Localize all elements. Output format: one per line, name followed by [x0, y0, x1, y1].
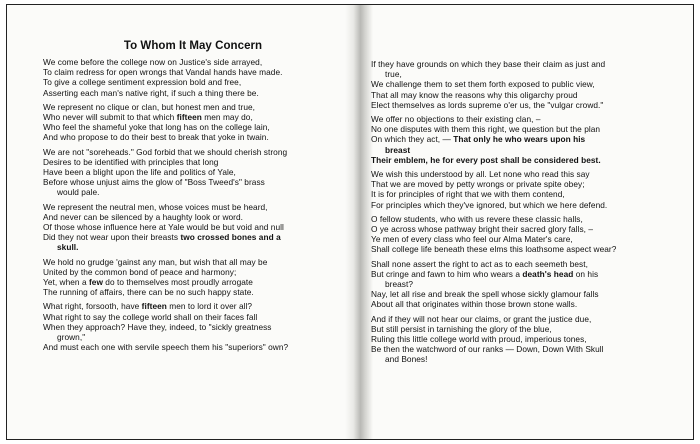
poem-line: Their emblem, he for every post shall be considered best. [371, 154, 601, 165]
stanza [43, 102, 343, 143]
poem-line: For principles which they've ignored, but which we here defend. [371, 199, 608, 210]
stanza [371, 169, 671, 210]
poem-line: About all that originates within those brown stone walls. [371, 299, 578, 310]
poem-line: To give a college sentiment expression bold and free, [43, 77, 242, 88]
poem-line: We represent the neutral men, whose voices must be heard, [43, 201, 268, 212]
stanza [43, 257, 343, 298]
poem-line: Before whose unjust aims the glow of "Boss Tweed's" brass [43, 177, 265, 188]
poem-line: We wish this understood by all. Let none who read this say [371, 169, 590, 180]
poem-line: Of those whose influence here at Yale would be but void and null [43, 222, 284, 233]
poem-line: Who never will submit to that which fifteen men may do, [43, 112, 253, 123]
stanza [43, 202, 343, 253]
poem-line: On which they act, — That only he who wears upon his [371, 134, 586, 145]
right-stanzas [371, 59, 671, 365]
poem-line: When they approach? Have they, indeed, to "sickly greatness [43, 321, 272, 332]
poem-line: Shall none assert the right to act as to each seemeth best, [371, 258, 588, 269]
poem-line: and Bones! [385, 354, 428, 365]
poem-line: That all may know the reasons why this oligarchy proud [371, 89, 578, 100]
open-book [6, 4, 694, 440]
poem-line: O ye across whose pathway bright their sacred glory falls, – [371, 224, 594, 235]
poem-line: No one disputes with them this right, we question but the plan [371, 124, 601, 135]
poem-line: We challenge them to set them forth exposed to public view, [371, 79, 595, 90]
left-page [43, 5, 343, 439]
left-stanzas [43, 57, 343, 352]
poem-line: true, [385, 69, 402, 80]
poem-line: What right, forsooth, have fifteen men to lord it over all? [43, 301, 253, 312]
poem-line: And never can be silenced by a haughty look or word. [43, 211, 244, 222]
poem-line: Yet, when a few do to themselves most proudly arrogate [43, 277, 253, 288]
poem-title: To Whom It May Concern [123, 40, 263, 52]
poem-line: It is for principles of right that we with them contend, [371, 189, 565, 200]
book-gutter [345, 5, 373, 439]
poem-line: would pale. [57, 187, 100, 198]
poem-line: Desires to be identified with principles that long [43, 156, 219, 167]
poem-line: The running of affairs, there can be no such happy state. [43, 287, 254, 298]
poem-line: We represent no clique or clan, but honest men and true, [43, 101, 256, 112]
stanza [371, 314, 671, 365]
poem-line: Did they not wear upon their breasts two crossed bones and a [43, 232, 281, 243]
poem-line: We hold no grudge 'gainst any man, but wish that all may be [43, 256, 268, 267]
stanza [371, 114, 671, 165]
poem-line: And who propose to do their best to break that yoke in twain. [43, 132, 269, 143]
poem-line: Have been a blight upon the life and politics of Yale, [43, 167, 236, 178]
poem-line: But still persist in tarnishing the glory of the blue, [371, 323, 552, 334]
right-page [371, 5, 671, 439]
poem-line: And if they will not hear our claims, or grant the justice due, [371, 313, 592, 324]
poem-line: Ye men of every class who feel our Alma Mater's care, [371, 234, 573, 245]
poem-line: That we are moved by petty wrongs or private spite obey; [371, 179, 585, 190]
poem-line: skull. [57, 242, 79, 253]
poem-line: But cringe and fawn to him who wears a death's head on his [371, 268, 599, 279]
poem-line: We come before the college now on Justice's side arrayed, [43, 57, 263, 67]
stanza [371, 59, 671, 110]
poem-line: And must each one with servile speech them his "superiors" own? [43, 342, 289, 353]
poem-line: O fellow students, who with us revere these classic halls, [371, 213, 583, 224]
poem-line: Ruling this little college world with proud, imperious tones, [371, 334, 587, 345]
poem-line: Asserting each man's native right, if such a thing there be. [43, 87, 259, 98]
poem-line: If they have grounds on which they base their claim as just and [371, 59, 606, 69]
stanza [43, 147, 343, 198]
poem-line: United by the common bond of peace and harmony; [43, 266, 237, 277]
poem-line: To claim redress for open wrongs that Vandal hands have made. [43, 67, 283, 78]
poem-line: Shall college life beneath these elms this loathsome aspect wear? [371, 244, 617, 255]
stanza [43, 57, 343, 98]
poem-line: What right to say the college world shall on their faces fall [43, 311, 258, 322]
poem-line: Nay, let all rise and break the spell whose sickly glamour falls [371, 289, 599, 300]
stanza [371, 214, 671, 255]
poem-line: Be then the watchword of our ranks — Down, Down With Skull [371, 344, 604, 355]
stanza [371, 259, 671, 310]
poem-line: grown," [57, 332, 86, 343]
poem-line: Who feel the shameful yoke that long has on the college lain, [43, 122, 270, 133]
poem-line: We are not "soreheads." God forbid that we should cherish strong [43, 146, 288, 157]
poem-line: breast [385, 144, 411, 155]
poem-line: Elect themselves as lords supreme o'er us, the "vulgar crowd." [371, 99, 604, 110]
stanza [43, 301, 343, 352]
poem-line: breast? [385, 279, 414, 290]
poem-line: We offer no objections to their existing clan, – [371, 114, 541, 125]
